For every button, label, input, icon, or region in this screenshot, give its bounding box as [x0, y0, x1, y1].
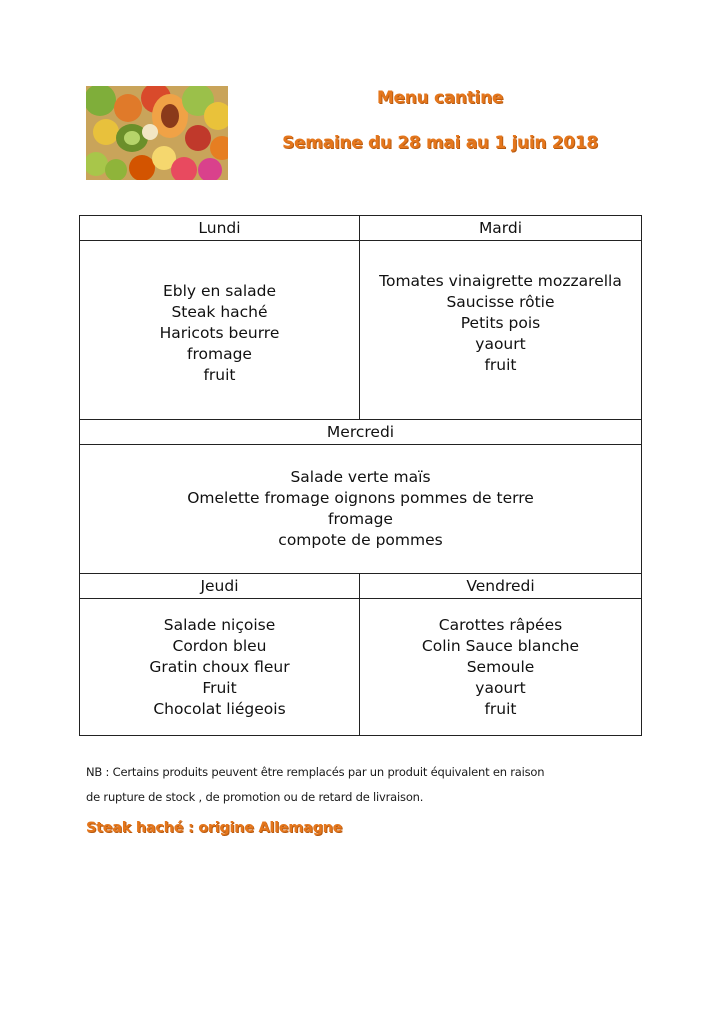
dish-item: Steak haché [171, 302, 268, 321]
meat-origin-notice: Steak haché : origine Allemagne [86, 820, 343, 836]
dish-item: fromage [187, 344, 252, 363]
dish-item: Petits pois [460, 314, 541, 332]
dish-item: fruit [484, 356, 517, 374]
dish-item: compote de pommes [278, 531, 443, 549]
dish-item: Colin Sauce blanche [421, 636, 580, 655]
dish-item: yaourt [475, 335, 526, 353]
day-header-vendredi: Vendredi [360, 574, 642, 599]
day-header-mardi: Mardi [360, 216, 642, 241]
menu-cell-vendredi [360, 599, 642, 736]
dish-item: Fruit [202, 678, 237, 697]
day-header-jeudi: Jeudi [80, 574, 360, 599]
dish-item: Chocolat liégeois [153, 699, 286, 718]
menu-cell-jeudi [80, 599, 360, 736]
dish-item: Saucisse rôtie [446, 293, 555, 311]
menu-cell-mardi [360, 241, 642, 420]
dish-item: Cordon bleu [172, 636, 267, 655]
dish-item: fruit [484, 699, 517, 718]
dish-item: Semoule [466, 657, 535, 676]
day-header-mercredi: Mercredi [80, 420, 642, 445]
note-text: NB : Certains produits peuvent être remplacés par un produit équivalent en raison [86, 765, 545, 779]
dish-item: Tomates vinaigrette mozzarella [379, 272, 622, 290]
note-text-continued: de rupture de stock , de promotion ou de retard de livraison. [86, 790, 424, 804]
dish-item: yaourt [475, 678, 526, 697]
menu-cell-mercredi [80, 445, 642, 574]
dish-item: Salade niçoise [163, 615, 276, 634]
menu-table [79, 215, 642, 736]
dish-item: Haricots beurre [159, 323, 280, 342]
dish-item: fromage [328, 510, 393, 528]
dish-item: Ebly en salade [162, 281, 277, 300]
dish-item: Omelette fromage oignons pommes de terre [187, 489, 534, 507]
page-title: Menu cantine [376, 88, 504, 108]
dish-item: Carottes râpées [438, 615, 563, 634]
menu-cell-lundi [80, 241, 360, 420]
dish-item: Salade verte maïs [290, 468, 431, 486]
week-subtitle: Semaine du 28 mai au 1 juin 2018 [282, 133, 598, 153]
fruit-assortment-image [86, 86, 228, 180]
day-header-lundi: Lundi [80, 216, 360, 241]
dish-item: Gratin choux fleur [149, 657, 290, 676]
dish-item: fruit [203, 365, 236, 384]
